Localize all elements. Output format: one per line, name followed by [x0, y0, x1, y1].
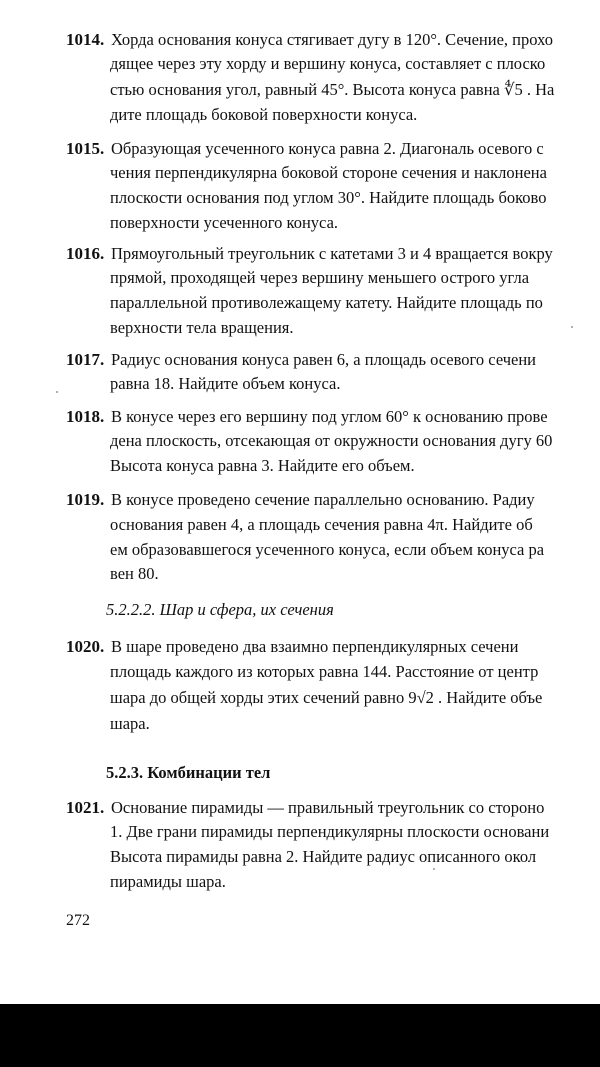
problem-number: 1015.	[66, 139, 105, 158]
problem-text-line: равна 18. Найдите объем конуса.	[110, 374, 341, 393]
scan-speck	[433, 868, 435, 870]
problem-text-line: прямой, проходящей через вершину меньшего острого угла	[110, 268, 530, 287]
problem-text-line: шара до общей хорды этих сечений равно 9√2 . Найдите объе	[110, 688, 543, 707]
problem-text-line: плоскости основания под углом 30°. Найдите площадь боково	[110, 188, 547, 207]
problem-number: 1017.	[66, 350, 105, 369]
problem-text-line: Высота пирамиды равна 2. Найдите радиус описанного окол	[110, 847, 537, 866]
problem-number: 1019.	[66, 490, 105, 509]
problem-text-line: 1. Две грани пирамиды перпендикулярны плоскости основани	[110, 822, 550, 841]
bottom-black-bar	[0, 1004, 600, 1067]
section-heading-combinations: 5.2.3. Комбинации тел	[106, 763, 271, 782]
problem-text-line: стью основания угол, равный 45°. Высота конуса равна ∜5 . На	[110, 80, 555, 99]
problem-text-line: дена плоскость, отсекающая от окружности основания дугу 60	[110, 431, 553, 450]
problem-text-line: Высота конуса равна 3. Найдите его объем.	[110, 456, 415, 475]
problem-number: 1014.	[66, 30, 105, 49]
problem-text-line: шара.	[110, 714, 150, 733]
problem-number: 1020.	[66, 637, 105, 656]
problem-text-line: В конусе проведено сечение параллельно основанию. Радиу	[111, 490, 535, 509]
problem-number: 1021.	[66, 798, 105, 817]
scan-speck	[56, 391, 58, 393]
section-heading-sphere: 5.2.2.2. Шар и сфера, их сечения	[106, 600, 334, 619]
problem-text-line: дите площадь боковой поверхности конуса.	[110, 105, 418, 124]
problem-text-line: параллельной противолежащему катету. Найдите площадь по	[110, 293, 543, 312]
problem-number: 1016.	[66, 244, 105, 263]
problem-text-line: В шаре проведено два взаимно перпендикулярных сечени	[111, 637, 519, 656]
problem-text-line: вен 80.	[110, 564, 159, 583]
problem-text-line: Радиус основания конуса равен 6, а площадь осевого сечени	[111, 350, 537, 369]
problem-text-line: дящее через эту хорду и вершину конуса, составляет с плоско	[110, 54, 546, 73]
problem-text-line: Прямоугольный треугольник с катетами 3 и 4 вращается вокру	[111, 244, 553, 263]
problem-text-line: чения перпендикулярна боковой стороне сечения и наклонена	[110, 163, 547, 182]
problem-text-line: пирамиды шара.	[110, 872, 226, 891]
problem-text-line: Образующая усеченного конуса равна 2. Диагональ осевого с	[111, 139, 544, 158]
problem-text-line: основания равен 4, а площадь сечения равна 4π. Найдите об	[110, 515, 533, 534]
problem-text-line: Основание пирамиды — правильный треугольник со стороно	[111, 798, 545, 817]
scan-speck	[571, 326, 573, 328]
page-number: 272	[66, 912, 90, 929]
problem-text-line: поверхности усеченного конуса.	[110, 213, 339, 232]
problem-text-line: Хорда основания конуса стягивает дугу в 120°. Сечение, прохо	[111, 30, 553, 49]
problem-text-line: ем образовавшегося усеченного конуса, если объем конуса ра	[110, 540, 545, 559]
problem-text-line: В конусе через его вершину под углом 60° к основанию прове	[111, 407, 548, 426]
problem-number: 1018.	[66, 407, 105, 426]
problem-text-line: площадь каждого из которых равна 144. Расстояние от центр	[110, 662, 539, 681]
problem-text-line: верхности тела вращения.	[110, 318, 294, 337]
